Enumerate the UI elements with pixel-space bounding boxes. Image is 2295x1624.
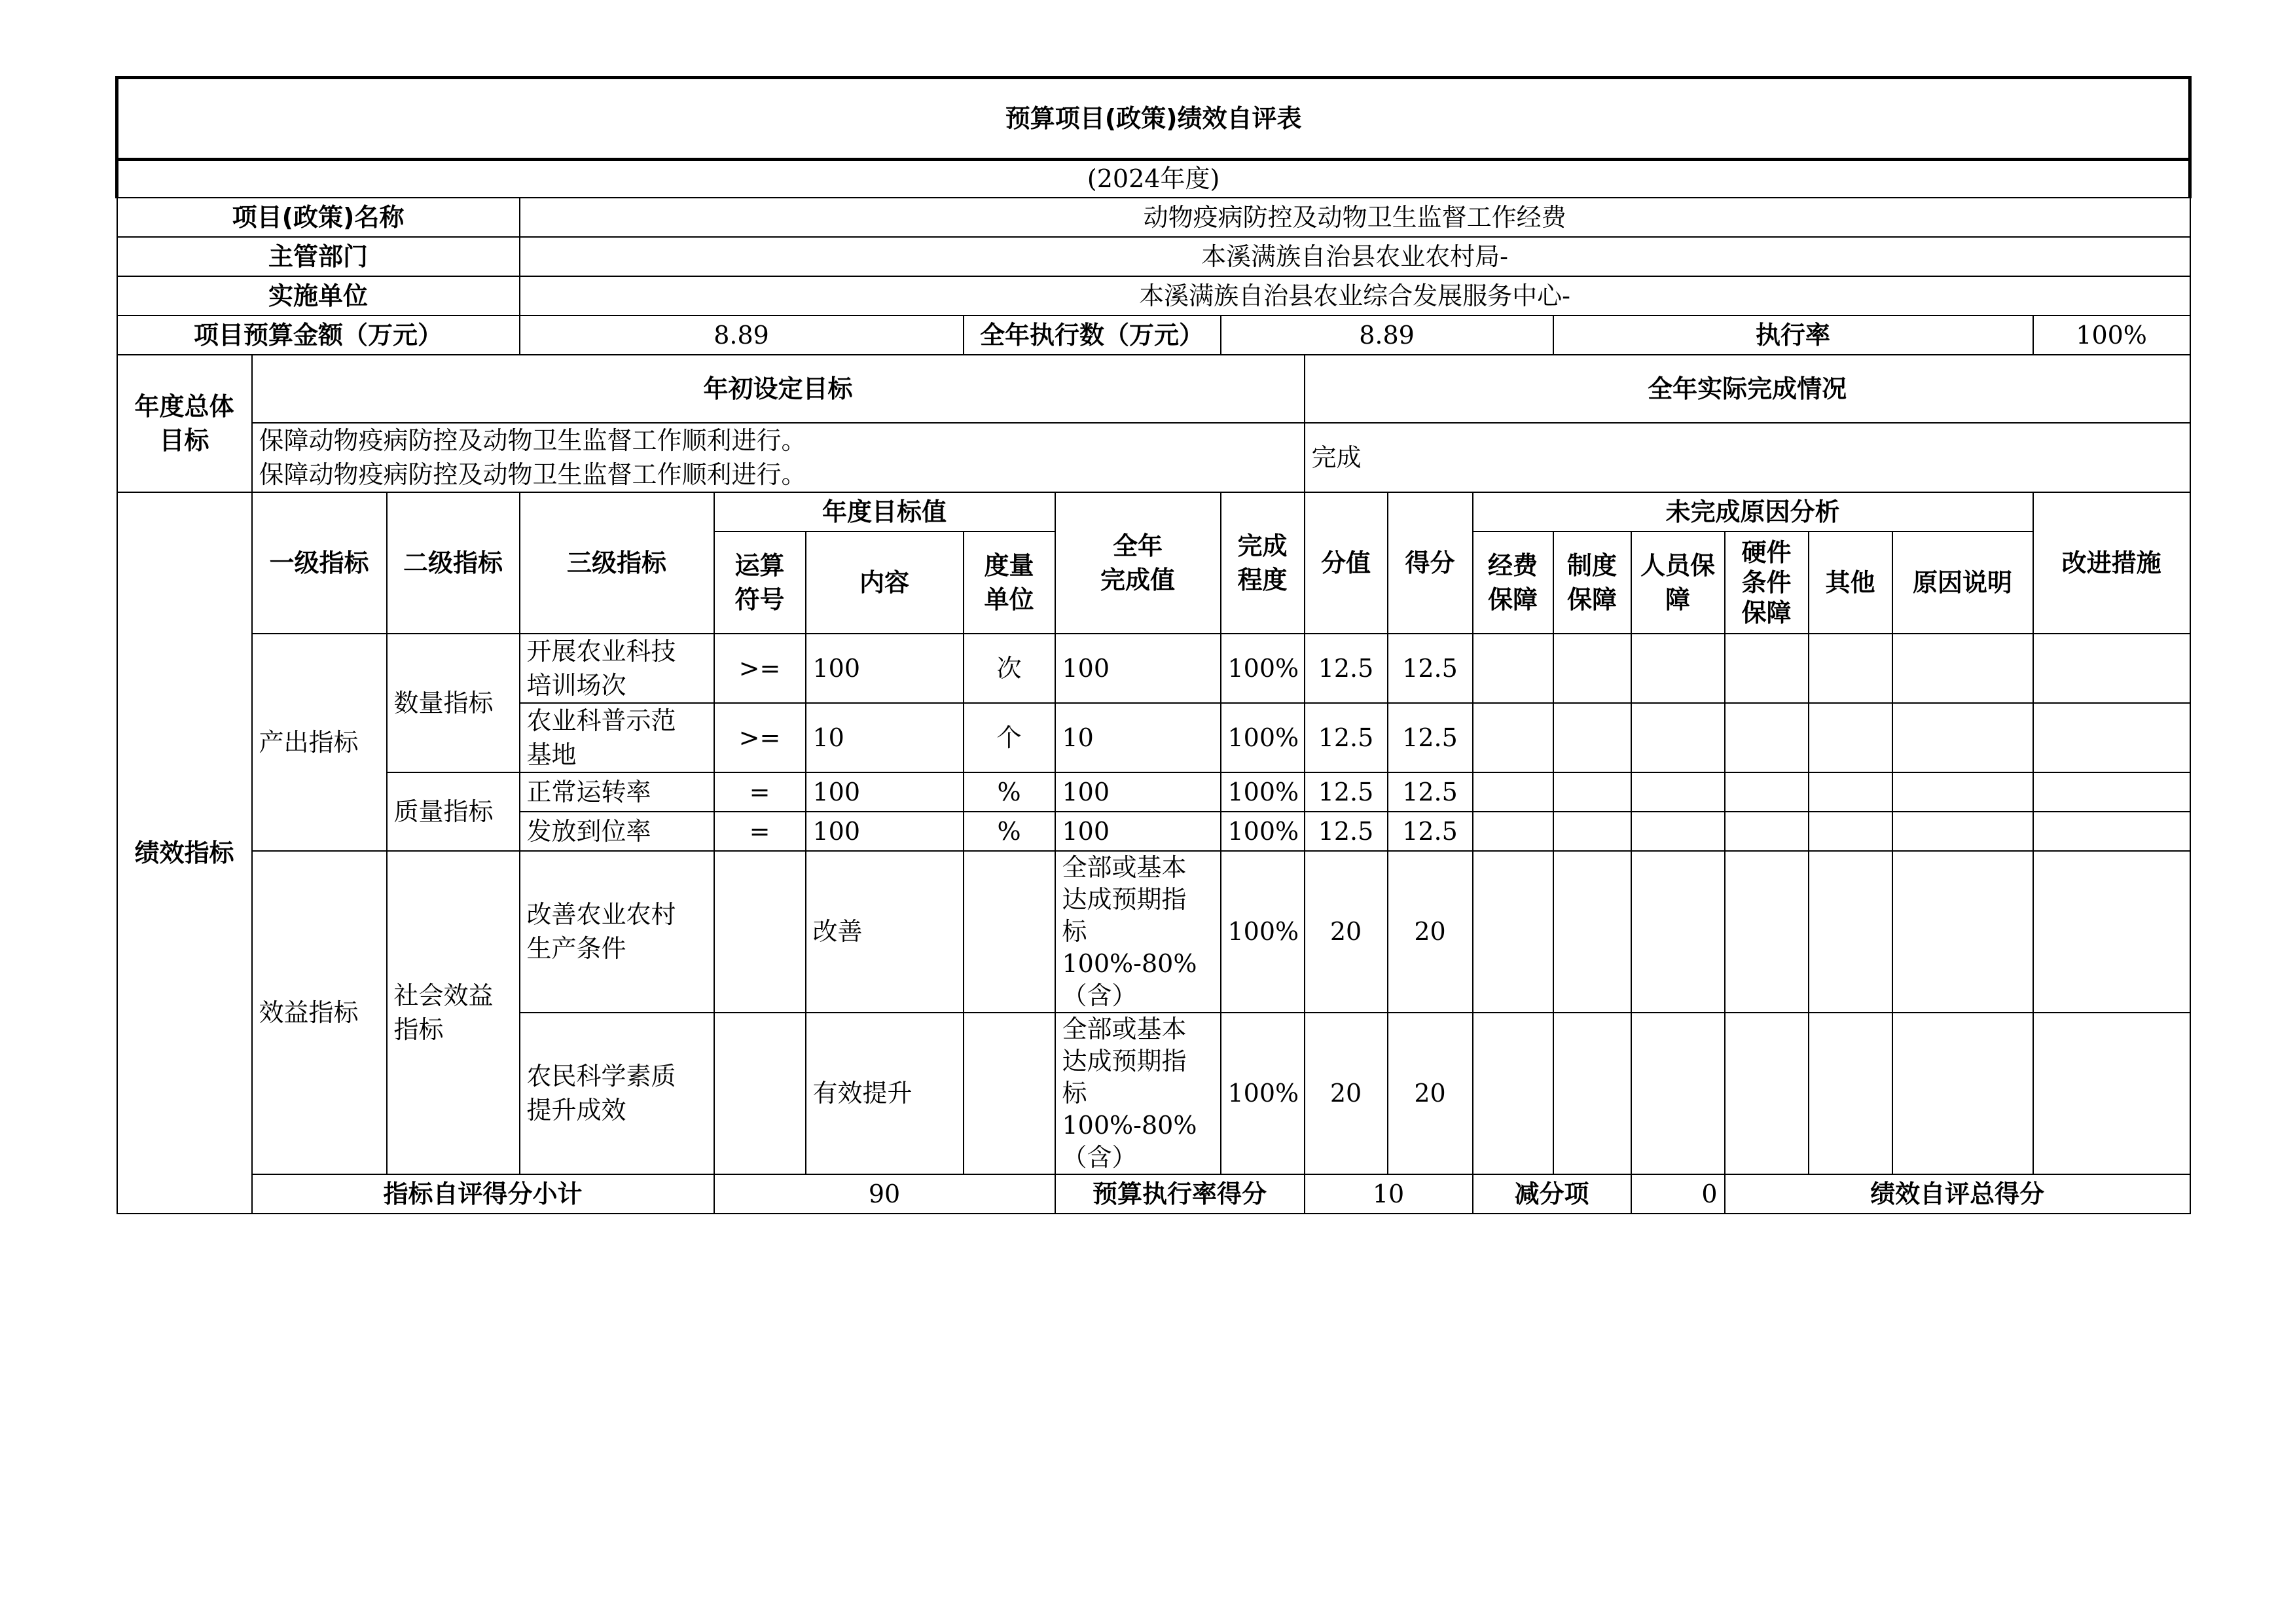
empty-cell bbox=[2033, 1013, 2190, 1174]
table-row bbox=[117, 851, 2190, 1013]
empty-cell bbox=[1473, 1013, 1553, 1174]
indicator-score-value: 12.5 bbox=[1305, 634, 1388, 703]
empty-cell bbox=[1553, 812, 1631, 851]
indicator-content: 100 bbox=[806, 812, 964, 851]
unit-value: 本溪满族自治县农业综合发展服务中心- bbox=[520, 276, 2190, 316]
empty-cell bbox=[1892, 634, 2033, 703]
quality-indicator-label: 质量指标 bbox=[387, 772, 520, 851]
unit-label: 实施单位 bbox=[117, 276, 520, 316]
empty-cell bbox=[1553, 851, 1631, 1013]
empty-cell bbox=[1553, 703, 1631, 772]
benefit-indicator-label: 效益指标 bbox=[252, 851, 387, 1174]
indicator-name: 农民科学素质 提升成效 bbox=[520, 1013, 714, 1174]
indicator-content: 改善 bbox=[806, 851, 964, 1013]
empty-cell bbox=[1473, 851, 1553, 1013]
indicator-degree: 100% bbox=[1221, 1013, 1305, 1174]
indicator-score-value: 12.5 bbox=[1305, 812, 1388, 851]
empty-cell bbox=[1892, 851, 2033, 1013]
indicator-name: 改善农业农村 生产条件 bbox=[520, 851, 714, 1013]
empty-cell bbox=[1892, 1013, 2033, 1174]
budget-value: 8.89 bbox=[520, 316, 964, 355]
header-score: 得分 bbox=[1388, 492, 1473, 634]
indicator-unit bbox=[964, 1013, 1055, 1174]
deduction-label: 减分项 bbox=[1473, 1174, 1631, 1214]
header-target-group: 年度目标值 bbox=[714, 492, 1055, 532]
indicator-score: 20 bbox=[1388, 1013, 1473, 1174]
self-evaluation-form bbox=[115, 76, 2188, 1214]
indicator-unit: 个 bbox=[964, 703, 1055, 772]
header-level1: 一级指标 bbox=[252, 492, 387, 634]
empty-cell bbox=[1725, 851, 1809, 1013]
empty-cell bbox=[1473, 634, 1553, 703]
indicator-degree: 100% bbox=[1221, 772, 1305, 812]
empty-cell bbox=[2033, 851, 2190, 1013]
indicator-score-value: 20 bbox=[1305, 1013, 1388, 1174]
indicator-actual: 全部或基本 达成预期指 标100%-80% （含） bbox=[1055, 1013, 1221, 1174]
budget-score-value: 10 bbox=[1305, 1174, 1473, 1214]
empty-cell bbox=[1631, 812, 1725, 851]
indicator-degree: 100% bbox=[1221, 812, 1305, 851]
empty-cell bbox=[1553, 634, 1631, 703]
indicator-score: 12.5 bbox=[1388, 703, 1473, 772]
empty-cell bbox=[1809, 703, 1892, 772]
indicator-score: 12.5 bbox=[1388, 634, 1473, 703]
indicator-actual: 100 bbox=[1055, 812, 1221, 851]
indicator-name: 发放到位率 bbox=[520, 812, 714, 851]
indicator-unit: % bbox=[964, 772, 1055, 812]
planned-goal-text: 保障动物疫病防控及动物卫生监督工作顺利进行。 保障动物疫病防控及动物卫生监督工作顺利进行。 bbox=[252, 423, 1305, 492]
empty-cell bbox=[1809, 851, 1892, 1013]
table-row bbox=[117, 772, 2190, 812]
header-funding: 经费 保障 bbox=[1473, 532, 1553, 634]
indicator-unit: 次 bbox=[964, 634, 1055, 703]
rate-label: 执行率 bbox=[1553, 316, 2033, 355]
empty-cell bbox=[2033, 812, 2190, 851]
deduction-value: 0 bbox=[1631, 1174, 1725, 1214]
actual-goal-header: 全年实际完成情况 bbox=[1305, 355, 2190, 423]
header-content: 内容 bbox=[806, 532, 964, 634]
indicator-score-value: 20 bbox=[1305, 851, 1388, 1013]
empty-cell bbox=[2033, 634, 2190, 703]
indicator-operator: = bbox=[714, 772, 806, 812]
empty-cell bbox=[1725, 703, 1809, 772]
indicator-content: 有效提升 bbox=[806, 1013, 964, 1174]
empty-cell bbox=[1631, 772, 1725, 812]
subtotal-value: 90 bbox=[714, 1174, 1055, 1214]
summary-row bbox=[117, 1174, 2190, 1214]
indicators-section-label: 绩效指标 bbox=[117, 492, 252, 1214]
header-level2: 二级指标 bbox=[387, 492, 520, 634]
empty-cell bbox=[1809, 812, 1892, 851]
planned-goal-header: 年初设定目标 bbox=[252, 355, 1305, 423]
header-explanation: 原因说明 bbox=[1892, 532, 2033, 634]
indicator-content: 100 bbox=[806, 772, 964, 812]
annual-goal-label: 年度总体 目标 bbox=[117, 355, 252, 492]
empty-cell bbox=[1473, 703, 1553, 772]
header-reason-group: 未完成原因分析 bbox=[1473, 492, 2033, 532]
header-system: 制度 保障 bbox=[1553, 532, 1631, 634]
empty-cell bbox=[1553, 1013, 1631, 1174]
header-actual: 全年 完成值 bbox=[1055, 492, 1221, 634]
indicator-operator bbox=[714, 851, 806, 1013]
header-operator: 运算 符号 bbox=[714, 532, 806, 634]
project-name-label: 项目(政策)名称 bbox=[117, 198, 520, 237]
indicator-score: 12.5 bbox=[1388, 772, 1473, 812]
executed-value: 8.89 bbox=[1221, 316, 1553, 355]
empty-cell bbox=[1631, 1013, 1725, 1174]
header-score-value: 分值 bbox=[1305, 492, 1388, 634]
indicator-content: 10 bbox=[806, 703, 964, 772]
header-level3: 三级指标 bbox=[520, 492, 714, 634]
header-other: 其他 bbox=[1809, 532, 1892, 634]
indicator-degree: 100% bbox=[1221, 703, 1305, 772]
indicator-operator: >= bbox=[714, 703, 806, 772]
empty-cell bbox=[1473, 772, 1553, 812]
indicator-actual: 10 bbox=[1055, 703, 1221, 772]
indicator-name: 农业科普示范 基地 bbox=[520, 703, 714, 772]
rate-value: 100% bbox=[2033, 316, 2190, 355]
table-row bbox=[117, 634, 2190, 703]
empty-cell bbox=[1809, 772, 1892, 812]
form-title: 预算项目(政策)绩效自评表 bbox=[117, 78, 2190, 160]
indicator-score: 20 bbox=[1388, 851, 1473, 1013]
empty-cell bbox=[1809, 1013, 1892, 1174]
empty-cell bbox=[1725, 772, 1809, 812]
indicator-operator: >= bbox=[714, 634, 806, 703]
indicator-actual: 100 bbox=[1055, 772, 1221, 812]
evaluation-table bbox=[115, 76, 2191, 1214]
executed-label: 全年执行数（万元） bbox=[964, 316, 1221, 355]
output-indicator-label: 产出指标 bbox=[252, 634, 387, 851]
indicator-actual: 100 bbox=[1055, 634, 1221, 703]
budget-score-label: 预算执行率得分 bbox=[1055, 1174, 1305, 1214]
indicator-name: 开展农业科技 培训场次 bbox=[520, 634, 714, 703]
empty-cell bbox=[1473, 812, 1553, 851]
empty-cell bbox=[1631, 851, 1725, 1013]
total-score-label: 绩效自评总得分 bbox=[1725, 1174, 2190, 1214]
social-indicator-label: 社会效益 指标 bbox=[387, 851, 520, 1174]
indicator-unit: % bbox=[964, 812, 1055, 851]
header-degree: 完成 程度 bbox=[1221, 492, 1305, 634]
dept-label: 主管部门 bbox=[117, 237, 520, 276]
empty-cell bbox=[1892, 772, 2033, 812]
empty-cell bbox=[1809, 634, 1892, 703]
indicator-name: 正常运转率 bbox=[520, 772, 714, 812]
indicator-score-value: 12.5 bbox=[1305, 772, 1388, 812]
indicator-actual: 全部或基本 达成预期指 标100%-80% （含） bbox=[1055, 851, 1221, 1013]
empty-cell bbox=[1725, 1013, 1809, 1174]
empty-cell bbox=[1725, 812, 1809, 851]
indicator-score: 12.5 bbox=[1388, 812, 1473, 851]
header-personnel: 人员保 障 bbox=[1631, 532, 1725, 634]
project-name: 动物疫病防控及动物卫生监督工作经费 bbox=[520, 198, 2190, 237]
empty-cell bbox=[1631, 634, 1725, 703]
header-improvement: 改进措施 bbox=[2033, 492, 2190, 634]
indicator-content: 100 bbox=[806, 634, 964, 703]
empty-cell bbox=[2033, 703, 2190, 772]
empty-cell bbox=[1892, 812, 2033, 851]
indicator-unit bbox=[964, 851, 1055, 1013]
indicator-degree: 100% bbox=[1221, 851, 1305, 1013]
header-unit: 度量 单位 bbox=[964, 532, 1055, 634]
actual-goal-text: 完成 bbox=[1305, 423, 2190, 492]
header-hardware: 硬件 条件 保障 bbox=[1725, 532, 1809, 634]
empty-cell bbox=[2033, 772, 2190, 812]
subtotal-label: 指标自评得分小计 bbox=[252, 1174, 714, 1214]
quantity-indicator-label: 数量指标 bbox=[387, 634, 520, 772]
empty-cell bbox=[1631, 703, 1725, 772]
indicator-score-value: 12.5 bbox=[1305, 703, 1388, 772]
form-year: (2024年度) bbox=[117, 160, 2190, 198]
empty-cell bbox=[1725, 634, 1809, 703]
indicator-operator: = bbox=[714, 812, 806, 851]
indicator-operator bbox=[714, 1013, 806, 1174]
empty-cell bbox=[1892, 703, 2033, 772]
indicator-degree: 100% bbox=[1221, 634, 1305, 703]
budget-label: 项目预算金额（万元） bbox=[117, 316, 520, 355]
dept-value: 本溪满族自治县农业农村局- bbox=[520, 237, 2190, 276]
empty-cell bbox=[1553, 772, 1631, 812]
